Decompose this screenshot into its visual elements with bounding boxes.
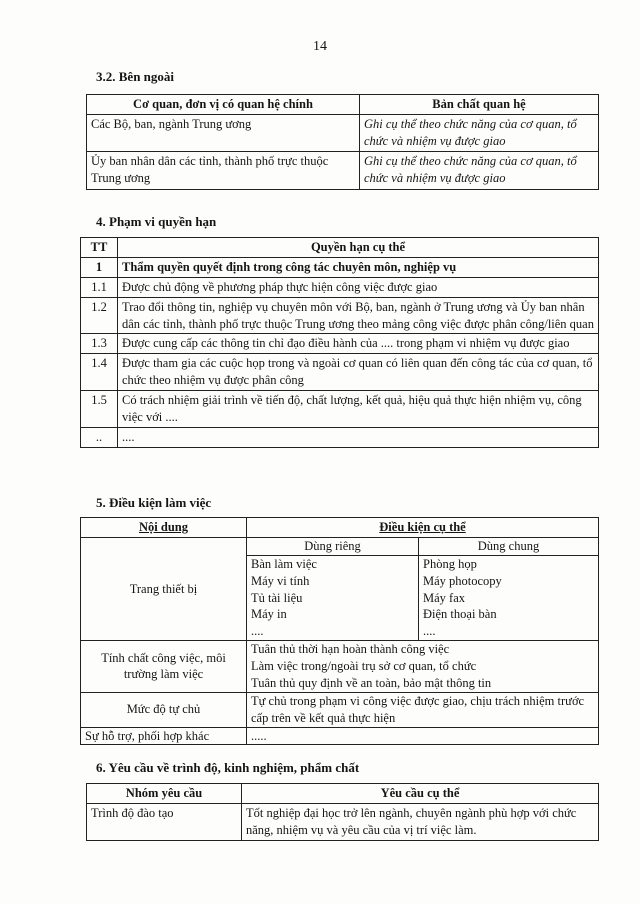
col-header-requirement: Yêu cầu cụ thể [242, 784, 599, 804]
tt-cell: 1.3 [81, 334, 118, 354]
list-item: Làm việc trong/ngoài trụ sở cơ quan, tổ chức [251, 659, 477, 673]
subheader-private: Dùng riêng [247, 537, 419, 555]
list-item: Phòng họp [423, 556, 477, 571]
section-3-2-heading: 3.2. Bên ngoài [96, 69, 175, 84]
autonomy-label: Mức độ tự chủ [81, 692, 247, 727]
list-item: Máy fax [423, 590, 465, 605]
relation-cell: Ghi cụ thể theo chức năng của cơ quan, tổ chức và nhiệm vụ được giao [360, 151, 599, 189]
authority-cell: .... [118, 427, 599, 447]
relation-cell: Ghi cụ thể theo chức năng của cơ quan, tổ chức và nhiệm vụ được giao [360, 114, 599, 151]
col-header-group: Nhóm yêu cầu [87, 784, 242, 804]
tt-cell: 1.1 [81, 277, 118, 297]
tt-cell: 1.4 [81, 354, 118, 391]
list-item: Tuân thủ quy định về an toàn, bảo mật thông tin [251, 675, 492, 690]
list-item: Máy in [251, 607, 287, 622]
table-row [81, 354, 599, 391]
tt-cell: 1 [81, 257, 118, 277]
table-row [81, 257, 599, 277]
section-4-heading: 4. Phạm vi quyền hạn [96, 214, 217, 229]
work-nature-label: Tính chất công việc, môi trường làm việc [81, 641, 247, 693]
list-item: Điện thoại bàn [423, 607, 497, 622]
list-item: .... [423, 624, 436, 639]
working-conditions-table [80, 517, 599, 745]
section-6-heading: 6. Yêu cầu về trình độ, kinh nghiệm, phẩm chất [96, 760, 360, 775]
list-item: Bàn làm việc [251, 556, 317, 571]
authority-cell: Thẩm quyền quyết định trong công tác chuyên môn, nghiệp vụ [118, 257, 599, 277]
org-cell: Các Bộ, ban, ngành Trung ương [87, 114, 360, 151]
col-header-relation: Bản chất quan hệ [360, 95, 599, 115]
private-equipment-list [247, 555, 419, 640]
external-relations-table [86, 94, 599, 190]
table-row [81, 391, 599, 428]
group-cell: Trình độ đào tạo [87, 803, 242, 840]
authority-cell: Được cung cấp các thông tin chỉ đạo điều hành của .... trong phạm vi nhiệm vụ được giao [118, 334, 599, 354]
list-item: .... [251, 624, 264, 639]
authority-cell: Được chủ động về phương pháp thực hiện công việc được giao [118, 277, 599, 297]
table-row [81, 297, 599, 334]
tt-cell: 1.5 [81, 391, 118, 428]
table-row [81, 427, 599, 447]
authority-cell: Có trách nhiệm giải trình về tiến độ, chất lượng, kết quả, hiệu quả thực hiện nhiệm vụ, công việc với .... [118, 391, 599, 428]
support-text: ..... [247, 727, 599, 745]
support-label: Sự hỗ trợ, phối hợp khác [81, 727, 247, 745]
authority-cell: Được tham gia các cuộc họp trong và ngoài cơ quan có liên quan đến công tác của cơ quan, tổ chức theo nhiệm vụ được phân công [118, 354, 599, 391]
tt-cell: .. [81, 427, 118, 447]
work-nature-list [247, 641, 599, 693]
col-header-conditions: Điều kiện cụ thể [247, 518, 599, 538]
table-row [87, 114, 599, 151]
equipment-label: Trang thiết bị [81, 537, 247, 640]
col-header-tt: TT [81, 238, 118, 258]
tt-cell: 1.2 [81, 297, 118, 334]
list-item: Tủ tài liệu [251, 590, 303, 605]
requirement-cell: Tốt nghiệp đại học trở lên ngành, chuyên ngành phù hợp với chức năng, nhiệm vụ và yêu cầu của vị trí việc làm. [242, 803, 599, 840]
col-header-authority: Quyền hạn cụ thể [118, 238, 599, 258]
list-item: Máy photocopy [423, 573, 502, 588]
table-row [87, 803, 599, 840]
table-row [87, 151, 599, 189]
shared-equipment-list [419, 555, 599, 640]
page-number: 14 [313, 39, 327, 54]
subheader-shared: Dùng chung [419, 537, 599, 555]
table-row [81, 277, 599, 297]
col-header-org: Cơ quan, đơn vị có quan hệ chính [87, 95, 360, 115]
authority-cell: Trao đổi thông tin, nghiệp vụ chuyên môn với Bộ, ban, ngành ở Trung ương và Ủy ban nhân dân các tỉnh, thành phố trực thuộc Trung ương theo mảng công việc được phân công/liên quan [118, 297, 599, 334]
list-item: Máy vi tính [251, 573, 310, 588]
org-cell: Ủy ban nhân dân các tỉnh, thành phố trực thuộc Trung ương [87, 151, 360, 189]
autonomy-text: Tự chủ trong phạm vi công việc được giao, chịu trách nhiệm trước cấp trên về kết quả thực hiện [247, 692, 599, 727]
section-5-heading: 5. Điều kiện làm việc [96, 495, 212, 510]
table-row [81, 334, 599, 354]
col-header-content: Nội dung [81, 518, 247, 538]
list-item: Tuân thủ thời hạn hoàn thành công việc [251, 642, 450, 657]
requirements-table [86, 783, 599, 841]
authority-table [80, 237, 599, 448]
